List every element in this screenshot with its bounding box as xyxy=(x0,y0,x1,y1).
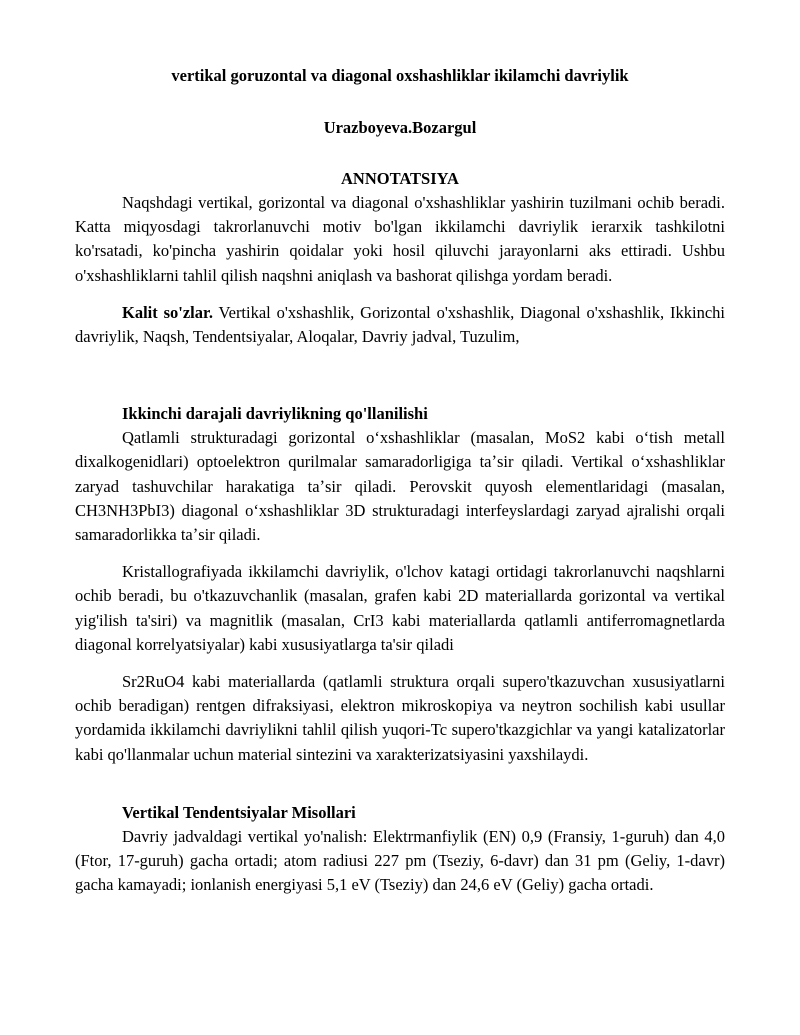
section-heading-applications: Ikkinchi darajali davriylikning qo'llanilishi xyxy=(122,404,428,424)
annotation-paragraph: Naqshdagi vertikal, gorizontal va diagonal o'xshashliklar yashirin tuzilmani ochib beradi. Katta miqyosdagi takrorlanuvchi motiv bo'lgan ikkilamchi davriylik ierarxik tashkilotni ko'rsatadi, ko'pincha yashirin qoidalar yoki hosil qiluvchi jarayonlarni aks ettiradi. Ushbu o'xshashliklarni tahlil qilish naqshni aniqlash va bashorat qilishga yordam beradi. xyxy=(75,193,725,285)
keywords-paragraph xyxy=(75,301,725,349)
keywords-label: Kalit so'zlar. xyxy=(122,302,213,322)
keywords-list: Vertikal o'xshashlik, Gorizontal o'xshashlik, Diagonal o'xshashlik, Ikkinchi davriylik, Naqsh, Tendentsiyalar, Aloqalar, Davriy jadval, Tuzulim, xyxy=(75,302,725,347)
annotation-heading: ANNOTATSIYA xyxy=(341,169,459,188)
section-heading-vertical-trends: Vertikal Tendentsiyalar Misollari xyxy=(122,802,356,822)
section1-paragraph-2: Kristallografiyada ikkilamchi davriylik, o'lchov katagi ortidagi takrorlanuvchi naqshlarni ochib beradi, bu o'tkazuvchanlik (masalan, grafen kabi 2D materiallarda gorizontal va vertikal yig'ilish ta'siri) va magnitlik (masalan, CrI3 kabi materiallarda qatlamli antiferromagnetlarda diagonal korrelyatsiyalar) kabi xususiyatlarga ta'sir qiladi xyxy=(75,562,725,654)
section2-paragraph-1: Davriy jadvaldagi vertikal yo'nalish: Elektrmanfiylik (EN) 0,9 (Fransiy, 1-guruh) dan 4,0 (Ftor, 17-guruh) gacha ortadi; atom radiusi 227 pm (Tseziy, 6-davr) dan 31 pm (Geliy, 1-davr) gacha kamayadi; ionlanish energiyasi 5,1 eV (Tseziy) dan 24,6 eV (Geliy) gacha ortadi. xyxy=(75,826,725,895)
author-name: Urazboyeva.Bozargul xyxy=(323,118,477,137)
document-title: vertikal goruzontal va diagonal oxshashliklar ikilamchi davriylik xyxy=(171,66,629,85)
section1-paragraph-3: Sr2RuO4 kabi materiallarda (qatlamli struktura orqali supero'tkazuvchan xususiyatlarni ochib beradigan) rentgen difraksiyasi, elektron mikroskopiya va neytron sochilish kabi usullar yordamida ikkilamchi davriylikni tahlil qilish yuqori-Tc supero'tkazgichlar va yangi katalizatorlar kabi qo'llanmalar uchun material sintezini va xarakterizatsiyasini yaxshilaydi. xyxy=(75,672,725,764)
section1-paragraph-1: Qatlamli strukturadagi gorizontal oʻxshashliklar (masalan, MoS2 kabi oʻtish metall dixalkogenidlari) optoelektron qurilmalar samaradorligiga taʼsir qiladi. Vertikal oʻxshashliklar zaryad tashuvchilar harakatiga taʼsir qiladi. Perovskit quyosh elementlaridagi (masalan, CH3NH3PbI3) diagonal oʻxshashliklar 3D strukturadagi interfeyslardagi zaryad ajralishi orqali samaradorlikka taʼsir qiladi. xyxy=(75,428,725,545)
